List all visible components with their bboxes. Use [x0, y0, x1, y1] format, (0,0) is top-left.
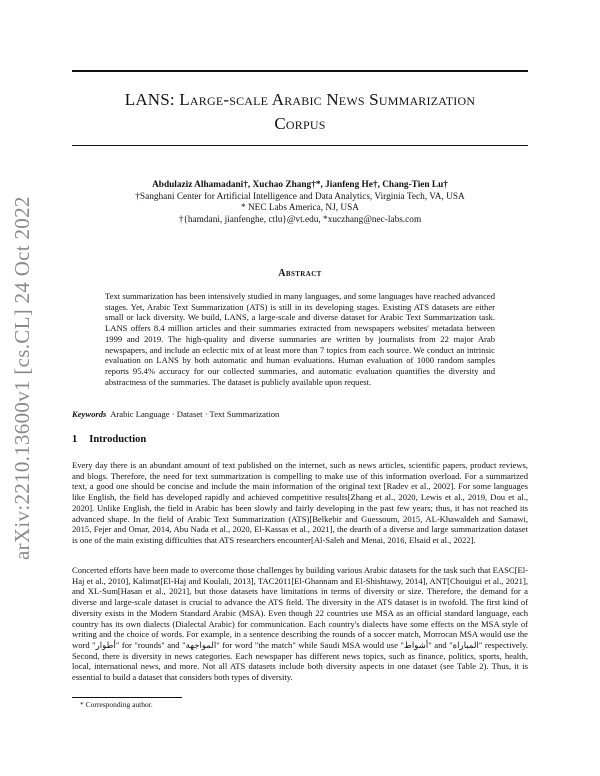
title-rule-top [72, 70, 528, 72]
abstract-heading: Abstract [278, 268, 322, 279]
intro-paragraph-1: Every day there is an abundant amount of text published on the internet, such as news articles, scientific papers, product reviews, and blogs. Therefore, the need for text summarization is compelling to make use of this information overload. For a summarized text, a good one should be concise and include the main information of the original text [Radev et al., 2002]. For some languages like English, the field has developed rapidly and achieved competitive results[Zhang et al., 2020, Lewis et al., 2019, Dou et al., 2020]. Unlike English, the field in Arabic has been slowly and fairly developing in the past few years; thus, it has not reached its advanced shape. In the field of Arabic Text Summarization (ATS)[Belkebir and Guessoum, 2015, AL-Khawaldeh and Samawi, 2015, Fejer and Omar, 2014, Abu Nada et al., 2020, El-Kassas et al., 2021], the dearth of a diverse and large summarization dataset is one of the main existing difficulties that ATS researchers encounter[Al-Saleh and Menai, 2016, Elsaid et al., 2022]. [72, 460, 528, 545]
title-line-1: LANS: Large-scale Arabic News Summarization [124, 90, 476, 109]
footnote: * Corresponding author. [80, 700, 153, 709]
section-heading [72, 434, 146, 445]
keywords-label: Keywords [72, 409, 107, 419]
section-title: Introduction [89, 434, 147, 445]
author-names: Abdulaziz Alhamadani†, Xuchao Zhang†*, Jianfeng He†, Chang-Tien Lu† [152, 180, 448, 190]
arxiv-identifier: arXiv:2210.13600v1 [cs.CL] 24 Oct 2022 [10, 196, 34, 560]
keywords-list: Arabic Language · Dataset · Text Summarization [110, 409, 280, 419]
title-line-2: Corpus [274, 114, 326, 133]
affiliation-1: †Sanghani Center for Artificial Intelligence and Data Analytics, Virginia Tech, VA, USA [135, 191, 465, 202]
paper-title [72, 88, 528, 136]
footnote-rule [72, 697, 182, 698]
author-emails: †{hamdani, jianfenghe, ctlu}@vt.edu, *xuczhang@nec-labs.com [178, 214, 422, 225]
author-block [72, 180, 528, 226]
intro-paragraph-2: Concerted efforts have been made to overcome those challenges by building various Arabic datasets for the task such that EASC[El-Haj et al., 2010], Kalimat[El-Haj and Koulali, 2013], TAC2011[El-Ghannam and El-Shishtawy, 2014], ANT[Chouigui et al., 2021], and XL-Sum[Hasan et al., 2021], but those datasets have limitations in terms of diversity or size. Therefore, the demand for a diverse and large-scale dataset is crucial to advance the ATS field. The diversity in the ATS dataset is in twofold. The first kind of diversity exists in the Modern Standard Arabic (MSA). Even though 22 countries use MSA as an official standard language, each country has its own dialects (Dialectal Arabic) for communication. Each country's dialects have some effects on the MSA style of writing and the choice of words. For example, in a sentence describing the rounds of a soccer match, Morrocan MSA would use the word "أطوار" for "rounds" and "المواجهة" for word "the match" while Saudi MSA would use "أشواط" and "المباراة" respectively. Second, there is diversity in news categories. Each newspaper has different news topics, such as finance, politics, sports, health, local, international news, and more. Not all ATS datasets include both diversity aspects in one dataset (see Table 2). Thus, it is essential to build a dataset that considers both types of diversity. [72, 565, 528, 683]
affiliation-2: * NEC Labs America, NJ, USA [240, 203, 359, 213]
section-number: 1 [72, 434, 78, 445]
abstract-text: Text summarization has been intensively studied in many languages, and some languages have reached advanced stages. Yet, Arabic Text Summarization (ATS) is still in its developing stages. Existing ATS datasets are either small or lack diversity. We build, LANS, a large-scale and diverse dataset for Arabic Text Summarization task. LANS offers 8.4 million articles and their summaries extracted from newspapers websites' metadata between 1999 and 2019. The high-quality and diverse summaries are written by journalists from 22 major Arab newspapers, and include an eclectic mix of at least more than 7 topics from each source. We conduct an intrinsic evaluation on LANS by both automatic and human evaluations. Human evaluation of 1000 random samples reports 95.4% accuracy for our collected summaries, and automatic evaluation quantifies the diversity and abstractness of the summaries. The dataset is publicly available upon request. [105, 291, 495, 387]
keywords-line [72, 409, 528, 419]
title-rule-bottom [72, 145, 528, 146]
